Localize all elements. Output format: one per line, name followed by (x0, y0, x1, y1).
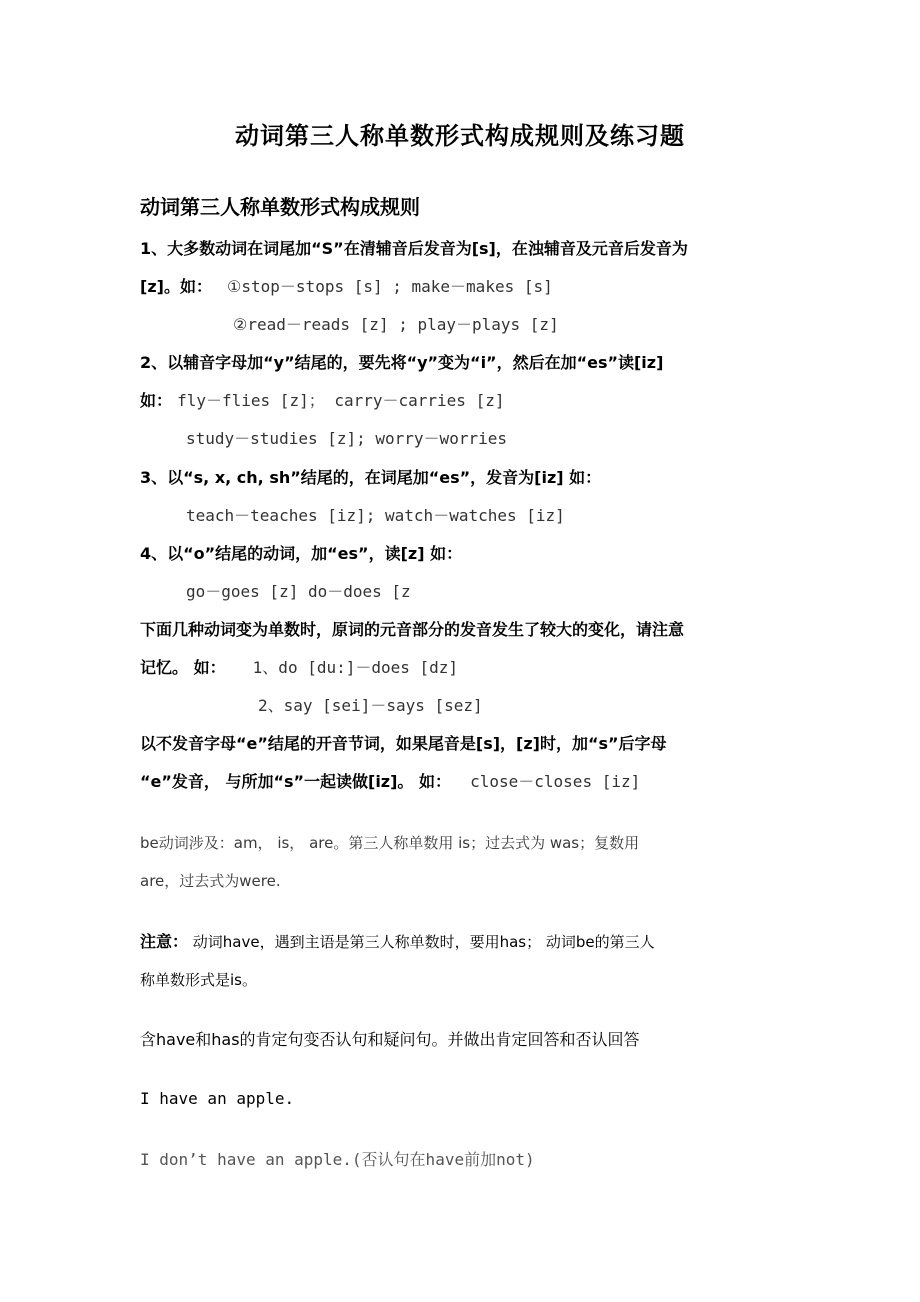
rule3-line1: 3、以“s, x, ch, sh”结尾的，在词尾加“es”，发音为[iz] 如： (140, 468, 602, 487)
note-line2: 称单数形式是is。 (140, 971, 257, 989)
rule2-example-2: study－studies [z]; worry－worries (186, 429, 507, 448)
special-line2-prefix: 记忆。 如： (140, 658, 226, 677)
rule2-example-1: fly－flies [z]； carry－carries [z] (177, 391, 505, 410)
silent-e-example: close－closes [iz] (470, 772, 641, 791)
rule4-line1: 4、以“o”结尾的动词，加“es”，读[z] 如： (140, 544, 463, 563)
section-heading: 动词第三人称单数形式构成规则 (140, 195, 420, 219)
rule2-line2-prefix: 如： (140, 391, 173, 410)
special-example-1: 1、do [du:]－does [dz] (252, 658, 459, 677)
exercise-sentence-1: I have an apple. (140, 1089, 295, 1108)
note-line1 (140, 929, 655, 955)
rule1-line1: 1、大多数动词在词尾加“S”在清辅音后发音为[s]，在浊辅音及元音后发音为 (140, 239, 688, 258)
silent-e-line2-prefix: “e”发音， 与所加“s”一起读做[iz]。 如： (140, 772, 452, 791)
rule1-example-2: ②read－reads [z] ; play－plays [z] (233, 315, 559, 334)
special-line2 (140, 655, 458, 681)
silent-e-line1: 以不发音字母“e”结尾的开音节词，如果尾音是[s]，[z]时，加“s”后字母 (140, 734, 667, 753)
note-label: 注意： (140, 932, 189, 951)
special-line1: 下面几种动词变为单数时，原词的元音部分的发音发生了较大的变化，请注意 (140, 620, 685, 639)
be-verb-line2: are，过去式为were. (140, 872, 281, 890)
rule2-line2 (140, 388, 504, 414)
exercise-heading: 含have和has的肯定句变否认句和疑问句。并做出肯定回答和否认回答 (140, 1030, 640, 1049)
special-example-2: 2、say [sei]－says [sez] (258, 696, 483, 715)
note-line1-text: 动词have，遇到主语是第三人称单数时，要用has； 动词be的第三人 (188, 933, 655, 951)
be-verb-line1: be动词涉及：am， is， are。第三人称单数用 is；过去式为 was；复数用 (140, 834, 640, 852)
exercise-sentence-2: I don’t have an apple.(否认句在have前加not) (140, 1150, 535, 1169)
rule1-line2 (140, 274, 553, 300)
document-title: 动词第三人称单数形式构成规则及练习题 (235, 122, 685, 150)
silent-e-line2 (140, 769, 640, 795)
rule1-example-1: ①stop－stops [s] ; make－makes [s] (227, 277, 553, 296)
rule3-example: teach－teaches [iz]; watch－watches [iz] (186, 506, 565, 525)
rule2-line1: 2、以辅音字母加“y”结尾的，要先将“y”变为“i”，然后在加“es”读[iz] (140, 353, 664, 372)
rule4-example: go－goes [z] do－does [z (186, 582, 411, 601)
rule1-line2-prefix: [z]。如： (140, 277, 212, 296)
